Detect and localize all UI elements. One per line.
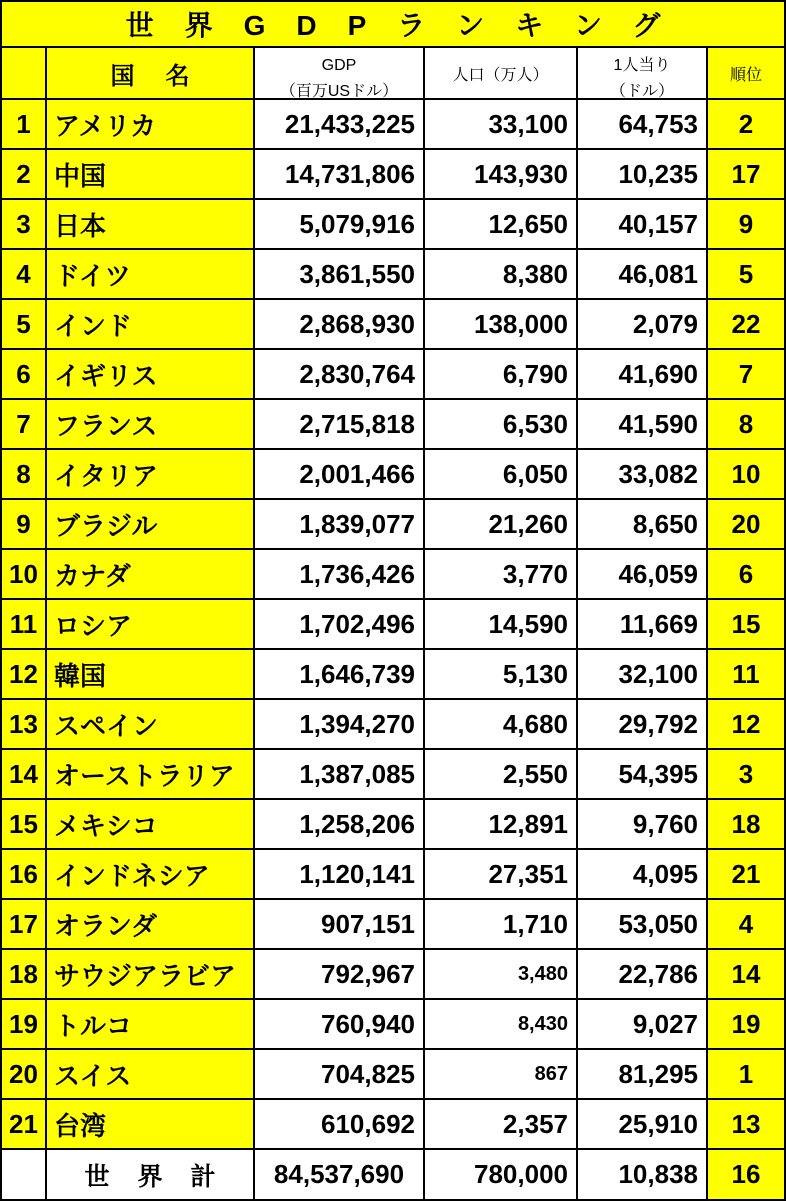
gdp-cell: 2,830,764 bbox=[255, 350, 425, 400]
gdp-per-capita-cell: 9,760 bbox=[578, 800, 708, 850]
rank-number-cell: 8 bbox=[2, 450, 47, 500]
rank-number-cell: 21 bbox=[2, 1100, 47, 1150]
rank-number-cell: 16 bbox=[2, 850, 47, 900]
population-cell: 6,790 bbox=[425, 350, 578, 400]
rank-number-cell: 15 bbox=[2, 800, 47, 850]
country-name-cell: オーストラリア bbox=[47, 750, 255, 800]
gdp-cell: 1,646,739 bbox=[255, 650, 425, 700]
country-name-cell: アメリカ bbox=[47, 100, 255, 150]
total-blank-cell bbox=[2, 1150, 47, 1201]
gdp-cell: 1,702,496 bbox=[255, 600, 425, 650]
world-rank-cell: 4 bbox=[708, 900, 786, 950]
rank-number-cell: 5 bbox=[2, 300, 47, 350]
gdp-per-capita-cell: 25,910 bbox=[578, 1100, 708, 1150]
country-name-cell: イギリス bbox=[47, 350, 255, 400]
header-country: 国名 bbox=[47, 48, 255, 100]
gdp-per-capita-cell: 10,235 bbox=[578, 150, 708, 200]
country-name-cell: イタリア bbox=[47, 450, 255, 500]
gdp-per-capita-cell: 32,100 bbox=[578, 650, 708, 700]
rank-number-cell: 12 bbox=[2, 650, 47, 700]
gdp-per-capita-cell: 9,027 bbox=[578, 1000, 708, 1050]
rank-number-cell: 1 bbox=[2, 100, 47, 150]
gdp-cell: 14,731,806 bbox=[255, 150, 425, 200]
gdp-cell: 610,692 bbox=[255, 1100, 425, 1150]
world-rank-cell: 12 bbox=[708, 700, 786, 750]
world-rank-cell: 13 bbox=[708, 1100, 786, 1150]
gdp-cell: 2,868,930 bbox=[255, 300, 425, 350]
country-name-cell: スペイン bbox=[47, 700, 255, 750]
country-name-cell: 日本 bbox=[47, 200, 255, 250]
population-cell: 14,590 bbox=[425, 600, 578, 650]
gdp-per-capita-cell: 41,690 bbox=[578, 350, 708, 400]
gdp-cell: 1,387,085 bbox=[255, 750, 425, 800]
population-cell: 12,891 bbox=[425, 800, 578, 850]
gdp-cell: 21,433,225 bbox=[255, 100, 425, 150]
world-rank-cell: 6 bbox=[708, 550, 786, 600]
world-rank-cell: 22 bbox=[708, 300, 786, 350]
population-cell: 8,380 bbox=[425, 250, 578, 300]
rank-number-cell: 4 bbox=[2, 250, 47, 300]
gdp-per-capita-cell: 46,081 bbox=[578, 250, 708, 300]
rank-number-cell: 13 bbox=[2, 700, 47, 750]
world-rank-cell: 5 bbox=[708, 250, 786, 300]
population-cell: 867 bbox=[425, 1050, 578, 1100]
total-gdp-cell: 84,537,690 bbox=[255, 1150, 425, 1201]
world-rank-cell: 8 bbox=[708, 400, 786, 450]
header-population: 人口（万人） bbox=[425, 48, 578, 100]
gdp-cell: 3,861,550 bbox=[255, 250, 425, 300]
world-rank-cell: 1 bbox=[708, 1050, 786, 1100]
world-rank-cell: 9 bbox=[708, 200, 786, 250]
country-name-cell: フランス bbox=[47, 400, 255, 450]
rank-number-cell: 11 bbox=[2, 600, 47, 650]
world-rank-cell: 19 bbox=[708, 1000, 786, 1050]
country-name-cell: 台湾 bbox=[47, 1100, 255, 1150]
gdp-per-capita-cell: 4,095 bbox=[578, 850, 708, 900]
gdp-per-capita-cell: 29,792 bbox=[578, 700, 708, 750]
world-rank-cell: 10 bbox=[708, 450, 786, 500]
population-cell: 138,000 bbox=[425, 300, 578, 350]
gdp-per-capita-cell: 40,157 bbox=[578, 200, 708, 250]
population-cell: 4,680 bbox=[425, 700, 578, 750]
country-name-cell: カナダ bbox=[47, 550, 255, 600]
world-rank-cell: 17 bbox=[708, 150, 786, 200]
country-name-cell: インドネシア bbox=[47, 850, 255, 900]
gdp-per-capita-cell: 64,753 bbox=[578, 100, 708, 150]
population-cell: 21,260 bbox=[425, 500, 578, 550]
rank-number-cell: 3 bbox=[2, 200, 47, 250]
total-per-capita-cell: 10,838 bbox=[578, 1150, 708, 1201]
total-population-cell: 780,000 bbox=[425, 1150, 578, 1201]
gdp-per-capita-cell: 33,082 bbox=[578, 450, 708, 500]
country-name-cell: ロシア bbox=[47, 600, 255, 650]
gdp-per-capita-cell: 8,650 bbox=[578, 500, 708, 550]
world-rank-cell: 7 bbox=[708, 350, 786, 400]
world-rank-cell: 14 bbox=[708, 950, 786, 1000]
gdp-per-capita-cell: 54,395 bbox=[578, 750, 708, 800]
population-cell: 6,050 bbox=[425, 450, 578, 500]
population-cell: 5,130 bbox=[425, 650, 578, 700]
table-title: 世界GDPランキング bbox=[2, 2, 786, 48]
country-name-cell: サウジアラビア bbox=[47, 950, 255, 1000]
population-cell: 27,351 bbox=[425, 850, 578, 900]
gdp-cell: 1,736,426 bbox=[255, 550, 425, 600]
country-name-cell: ドイツ bbox=[47, 250, 255, 300]
header-per-capita-line-1: 1人当り bbox=[613, 57, 671, 74]
country-name-cell: 韓国 bbox=[47, 650, 255, 700]
country-name-cell: インド bbox=[47, 300, 255, 350]
header-per-capita bbox=[578, 48, 708, 100]
population-cell: 3,770 bbox=[425, 550, 578, 600]
header-gdp-line-1: GDP bbox=[321, 57, 357, 74]
country-name-cell: ブラジル bbox=[47, 500, 255, 550]
gdp-cell: 704,825 bbox=[255, 1050, 425, 1100]
country-name-cell: スイス bbox=[47, 1050, 255, 1100]
rank-number-cell: 9 bbox=[2, 500, 47, 550]
world-rank-cell: 21 bbox=[708, 850, 786, 900]
gdp-cell: 1,258,206 bbox=[255, 800, 425, 850]
gdp-cell: 792,967 bbox=[255, 950, 425, 1000]
world-rank-cell: 20 bbox=[708, 500, 786, 550]
header-world-rank: 順位 bbox=[708, 48, 786, 100]
world-rank-cell: 15 bbox=[708, 600, 786, 650]
header-number-blank-cell bbox=[2, 48, 47, 100]
gdp-cell: 907,151 bbox=[255, 900, 425, 950]
gdp-per-capita-cell: 22,786 bbox=[578, 950, 708, 1000]
gdp-per-capita-cell: 81,295 bbox=[578, 1050, 708, 1100]
gdp-cell: 760,940 bbox=[255, 1000, 425, 1050]
rank-number-cell: 19 bbox=[2, 1000, 47, 1050]
population-cell: 12,650 bbox=[425, 200, 578, 250]
world-rank-cell: 2 bbox=[708, 100, 786, 150]
gdp-cell: 1,120,141 bbox=[255, 850, 425, 900]
rank-number-cell: 2 bbox=[2, 150, 47, 200]
population-cell: 8,430 bbox=[425, 1000, 578, 1050]
rank-number-cell: 14 bbox=[2, 750, 47, 800]
rank-number-cell: 18 bbox=[2, 950, 47, 1000]
rank-number-cell: 17 bbox=[2, 900, 47, 950]
world-rank-cell: 3 bbox=[708, 750, 786, 800]
rank-number-cell: 20 bbox=[2, 1050, 47, 1100]
population-cell: 6,530 bbox=[425, 400, 578, 450]
world-rank-cell: 18 bbox=[708, 800, 786, 850]
gdp-per-capita-cell: 53,050 bbox=[578, 900, 708, 950]
population-cell: 3,480 bbox=[425, 950, 578, 1000]
gdp-per-capita-cell: 11,669 bbox=[578, 600, 708, 650]
gdp-cell: 2,001,466 bbox=[255, 450, 425, 500]
rank-number-cell: 7 bbox=[2, 400, 47, 450]
total-label: 世界計 bbox=[47, 1150, 255, 1201]
gdp-per-capita-cell: 2,079 bbox=[578, 300, 708, 350]
gdp-per-capita-cell: 41,590 bbox=[578, 400, 708, 450]
population-cell: 2,550 bbox=[425, 750, 578, 800]
gdp-cell: 5,079,916 bbox=[255, 200, 425, 250]
population-cell: 1,710 bbox=[425, 900, 578, 950]
country-name-cell: 中国 bbox=[47, 150, 255, 200]
population-cell: 2,357 bbox=[425, 1100, 578, 1150]
rank-number-cell: 10 bbox=[2, 550, 47, 600]
population-cell: 33,100 bbox=[425, 100, 578, 150]
total-world-rank-cell: 16 bbox=[708, 1150, 786, 1201]
population-cell: 143,930 bbox=[425, 150, 578, 200]
country-name-cell: トルコ bbox=[47, 1000, 255, 1050]
header-gdp bbox=[255, 48, 425, 100]
gdp-per-capita-cell: 46,059 bbox=[578, 550, 708, 600]
header-gdp-line-2: （百万USドル） bbox=[279, 83, 399, 100]
header-per-capita-line-2: （ドル） bbox=[609, 83, 674, 100]
rank-number-cell: 6 bbox=[2, 350, 47, 400]
gdp-cell: 1,839,077 bbox=[255, 500, 425, 550]
country-name-cell: オランダ bbox=[47, 900, 255, 950]
world-rank-cell: 11 bbox=[708, 650, 786, 700]
gdp-cell: 2,715,818 bbox=[255, 400, 425, 450]
country-name-cell: メキシコ bbox=[47, 800, 255, 850]
gdp-cell: 1,394,270 bbox=[255, 700, 425, 750]
